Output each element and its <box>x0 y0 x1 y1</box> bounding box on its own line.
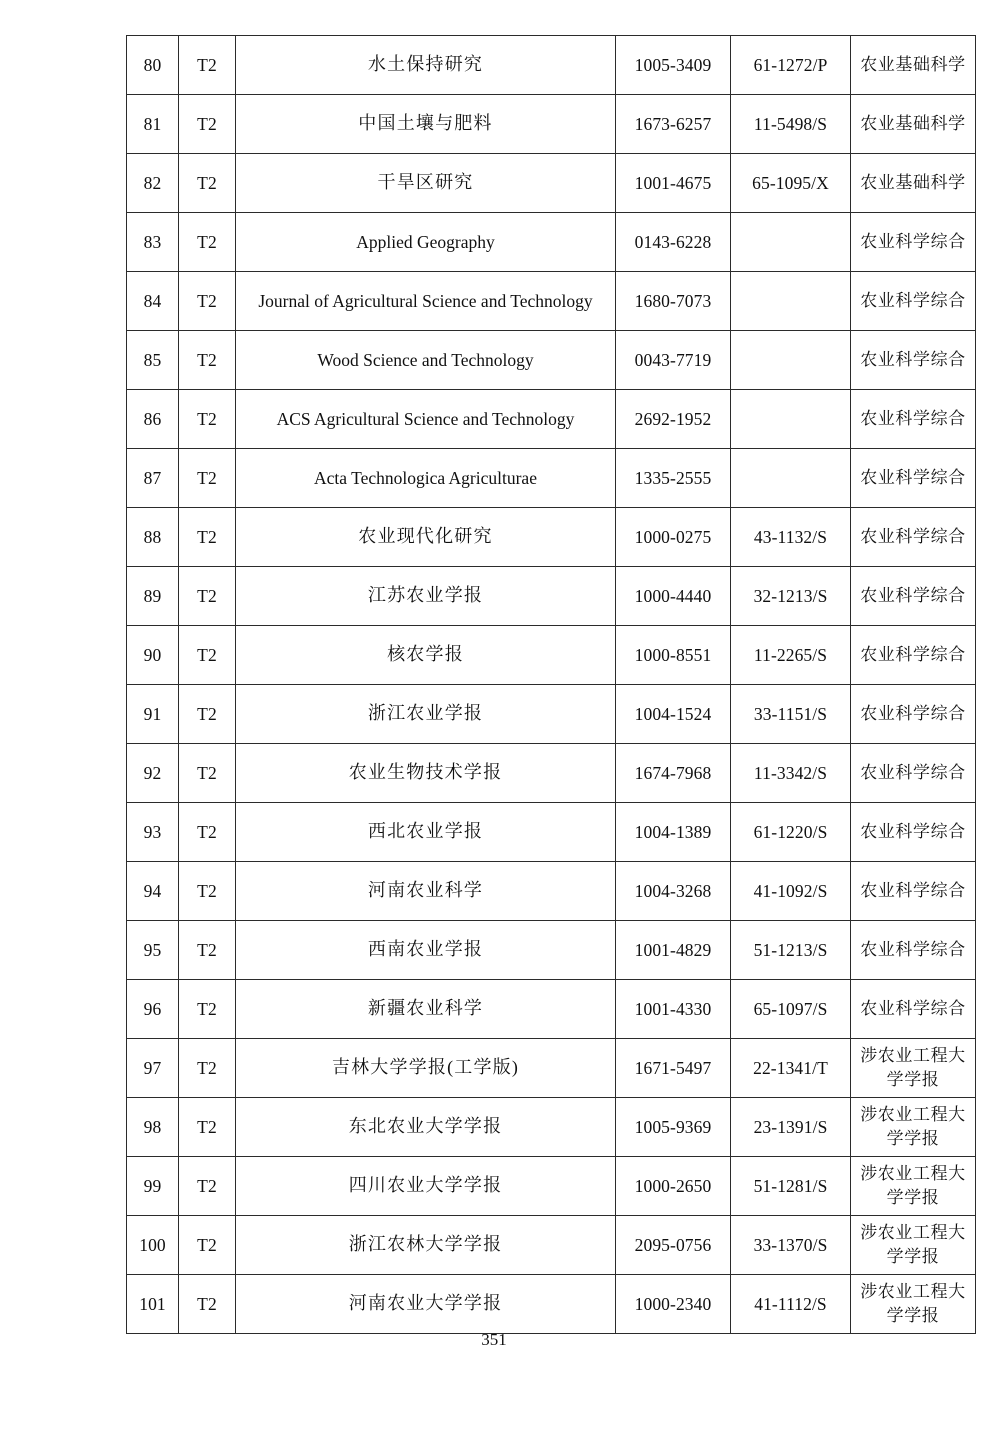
row-category-cell: 涉农业工程大学学报 <box>851 1039 976 1098</box>
row-cn-cell: 61-1220/S <box>731 803 851 862</box>
row-index-cell: 92 <box>127 744 179 803</box>
row-issn-cell: 1004-3268 <box>616 862 731 921</box>
row-cn-cell: 11-5498/S <box>731 95 851 154</box>
row-title-cell: 农业现代化研究 <box>236 508 616 567</box>
row-index-cell: 83 <box>127 213 179 272</box>
row-issn-cell: 1674-7968 <box>616 744 731 803</box>
row-issn-cell: 0043-7719 <box>616 331 731 390</box>
table-row <box>127 1157 976 1216</box>
row-cn-cell: 65-1097/S <box>731 980 851 1039</box>
row-cn-cell: 43-1132/S <box>731 508 851 567</box>
row-title-cell: 干旱区研究 <box>236 154 616 213</box>
row-category-cell: 农业科学综合 <box>851 272 976 331</box>
row-tier-cell: T2 <box>179 390 236 449</box>
row-index-cell: 80 <box>127 36 179 95</box>
row-issn-cell: 0143-6228 <box>616 213 731 272</box>
table-row <box>127 36 976 95</box>
row-index-cell: 88 <box>127 508 179 567</box>
row-tier-cell: T2 <box>179 1039 236 1098</box>
table-row <box>127 803 976 862</box>
row-cn-cell: 65-1095/X <box>731 154 851 213</box>
row-index-cell: 93 <box>127 803 179 862</box>
journal-listing-table <box>126 35 976 1334</box>
row-category-cell: 农业科学综合 <box>851 626 976 685</box>
row-issn-cell: 1001-4829 <box>616 921 731 980</box>
row-issn-cell: 1005-3409 <box>616 36 731 95</box>
row-issn-cell: 1335-2555 <box>616 449 731 508</box>
row-cn-cell <box>731 331 851 390</box>
table-row <box>127 154 976 213</box>
row-title-cell: Wood Science and Technology <box>236 331 616 390</box>
row-title-cell: 核农学报 <box>236 626 616 685</box>
row-title-cell: Journal of Agricultural Science and Technology <box>236 272 616 331</box>
table-row <box>127 331 976 390</box>
row-category-cell: 涉农业工程大学学报 <box>851 1275 976 1334</box>
table-row <box>127 1098 976 1157</box>
row-issn-cell: 1001-4675 <box>616 154 731 213</box>
table-row <box>127 1039 976 1098</box>
row-title-cell: ACS Agricultural Science and Technology <box>236 390 616 449</box>
row-cn-cell: 11-3342/S <box>731 744 851 803</box>
table-row <box>127 272 976 331</box>
row-category-cell: 农业科学综合 <box>851 449 976 508</box>
table-row <box>127 685 976 744</box>
table-row <box>127 95 976 154</box>
row-issn-cell: 1000-0275 <box>616 508 731 567</box>
row-index-cell: 90 <box>127 626 179 685</box>
table-row <box>127 567 976 626</box>
row-index-cell: 81 <box>127 95 179 154</box>
row-category-cell: 涉农业工程大学学报 <box>851 1216 976 1275</box>
table-row <box>127 1275 976 1334</box>
row-tier-cell: T2 <box>179 36 236 95</box>
row-title-cell: 浙江农业学报 <box>236 685 616 744</box>
row-tier-cell: T2 <box>179 1157 236 1216</box>
row-tier-cell: T2 <box>179 803 236 862</box>
row-title-cell: 河南农业科学 <box>236 862 616 921</box>
row-index-cell: 94 <box>127 862 179 921</box>
row-cn-cell <box>731 272 851 331</box>
row-tier-cell: T2 <box>179 626 236 685</box>
row-cn-cell: 51-1213/S <box>731 921 851 980</box>
row-category-cell: 农业科学综合 <box>851 862 976 921</box>
row-category-cell: 农业科学综合 <box>851 390 976 449</box>
row-cn-cell <box>731 449 851 508</box>
row-tier-cell: T2 <box>179 1216 236 1275</box>
row-index-cell: 95 <box>127 921 179 980</box>
table-row <box>127 980 976 1039</box>
row-index-cell: 97 <box>127 1039 179 1098</box>
row-issn-cell: 1004-1524 <box>616 685 731 744</box>
journal-table-body <box>127 36 976 1334</box>
row-title-cell: 吉林大学学报(工学版) <box>236 1039 616 1098</box>
table-row <box>127 390 976 449</box>
row-category-cell: 农业科学综合 <box>851 567 976 626</box>
row-index-cell: 101 <box>127 1275 179 1334</box>
row-title-cell: 新疆农业科学 <box>236 980 616 1039</box>
row-index-cell: 85 <box>127 331 179 390</box>
row-index-cell: 82 <box>127 154 179 213</box>
row-category-cell: 农业基础科学 <box>851 36 976 95</box>
row-title-cell: 农业生物技术学报 <box>236 744 616 803</box>
row-cn-cell <box>731 213 851 272</box>
row-index-cell: 99 <box>127 1157 179 1216</box>
row-title-cell: 浙江农林大学学报 <box>236 1216 616 1275</box>
row-cn-cell: 32-1213/S <box>731 567 851 626</box>
row-issn-cell: 1005-9369 <box>616 1098 731 1157</box>
row-category-cell: 农业科学综合 <box>851 685 976 744</box>
row-cn-cell: 61-1272/P <box>731 36 851 95</box>
table-row <box>127 626 976 685</box>
row-category-cell: 涉农业工程大学学报 <box>851 1157 976 1216</box>
page-number: 351 <box>481 1330 507 1349</box>
row-issn-cell: 1671-5497 <box>616 1039 731 1098</box>
row-issn-cell: 1000-8551 <box>616 626 731 685</box>
row-title-cell: 西北农业学报 <box>236 803 616 862</box>
row-index-cell: 91 <box>127 685 179 744</box>
row-issn-cell: 1000-2650 <box>616 1157 731 1216</box>
row-tier-cell: T2 <box>179 449 236 508</box>
row-cn-cell: 33-1151/S <box>731 685 851 744</box>
row-index-cell: 84 <box>127 272 179 331</box>
row-index-cell: 87 <box>127 449 179 508</box>
table-row <box>127 508 976 567</box>
row-tier-cell: T2 <box>179 95 236 154</box>
row-index-cell: 98 <box>127 1098 179 1157</box>
row-category-cell: 涉农业工程大学学报 <box>851 1098 976 1157</box>
row-index-cell: 100 <box>127 1216 179 1275</box>
row-tier-cell: T2 <box>179 508 236 567</box>
row-tier-cell: T2 <box>179 213 236 272</box>
row-issn-cell: 1000-4440 <box>616 567 731 626</box>
row-category-cell: 农业科学综合 <box>851 213 976 272</box>
row-cn-cell: 23-1391/S <box>731 1098 851 1157</box>
table-row <box>127 1216 976 1275</box>
row-category-cell: 农业科学综合 <box>851 921 976 980</box>
row-index-cell: 86 <box>127 390 179 449</box>
row-index-cell: 89 <box>127 567 179 626</box>
row-tier-cell: T2 <box>179 980 236 1039</box>
row-cn-cell: 41-1092/S <box>731 862 851 921</box>
table-row <box>127 862 976 921</box>
row-issn-cell: 2692-1952 <box>616 390 731 449</box>
row-category-cell: 农业科学综合 <box>851 980 976 1039</box>
table-row <box>127 744 976 803</box>
row-category-cell: 农业科学综合 <box>851 744 976 803</box>
row-category-cell: 农业基础科学 <box>851 154 976 213</box>
row-issn-cell: 1001-4330 <box>616 980 731 1039</box>
row-issn-cell: 1673-6257 <box>616 95 731 154</box>
row-category-cell: 农业科学综合 <box>851 331 976 390</box>
row-title-cell: 西南农业学报 <box>236 921 616 980</box>
row-tier-cell: T2 <box>179 272 236 331</box>
row-tier-cell: T2 <box>179 1098 236 1157</box>
row-title-cell: 水土保持研究 <box>236 36 616 95</box>
row-tier-cell: T2 <box>179 685 236 744</box>
row-issn-cell: 1000-2340 <box>616 1275 731 1334</box>
row-tier-cell: T2 <box>179 331 236 390</box>
row-tier-cell: T2 <box>179 744 236 803</box>
row-cn-cell: 22-1341/T <box>731 1039 851 1098</box>
row-cn-cell <box>731 390 851 449</box>
table-row <box>127 921 976 980</box>
row-cn-cell: 41-1112/S <box>731 1275 851 1334</box>
row-title-cell: 中国土壤与肥料 <box>236 95 616 154</box>
row-cn-cell: 33-1370/S <box>731 1216 851 1275</box>
row-index-cell: 96 <box>127 980 179 1039</box>
row-title-cell: Acta Technologica Agriculturae <box>236 449 616 508</box>
row-cn-cell: 51-1281/S <box>731 1157 851 1216</box>
row-title-cell: Applied Geography <box>236 213 616 272</box>
row-issn-cell: 1680-7073 <box>616 272 731 331</box>
row-category-cell: 农业基础科学 <box>851 95 976 154</box>
row-tier-cell: T2 <box>179 154 236 213</box>
row-category-cell: 农业科学综合 <box>851 803 976 862</box>
row-tier-cell: T2 <box>179 1275 236 1334</box>
row-title-cell: 东北农业大学学报 <box>236 1098 616 1157</box>
row-title-cell: 四川农业大学学报 <box>236 1157 616 1216</box>
row-tier-cell: T2 <box>179 921 236 980</box>
row-title-cell: 河南农业大学学报 <box>236 1275 616 1334</box>
row-issn-cell: 1004-1389 <box>616 803 731 862</box>
row-tier-cell: T2 <box>179 567 236 626</box>
table-row <box>127 213 976 272</box>
row-cn-cell: 11-2265/S <box>731 626 851 685</box>
table-row <box>127 449 976 508</box>
row-category-cell: 农业科学综合 <box>851 508 976 567</box>
row-issn-cell: 2095-0756 <box>616 1216 731 1275</box>
row-title-cell: 江苏农业学报 <box>236 567 616 626</box>
row-tier-cell: T2 <box>179 862 236 921</box>
